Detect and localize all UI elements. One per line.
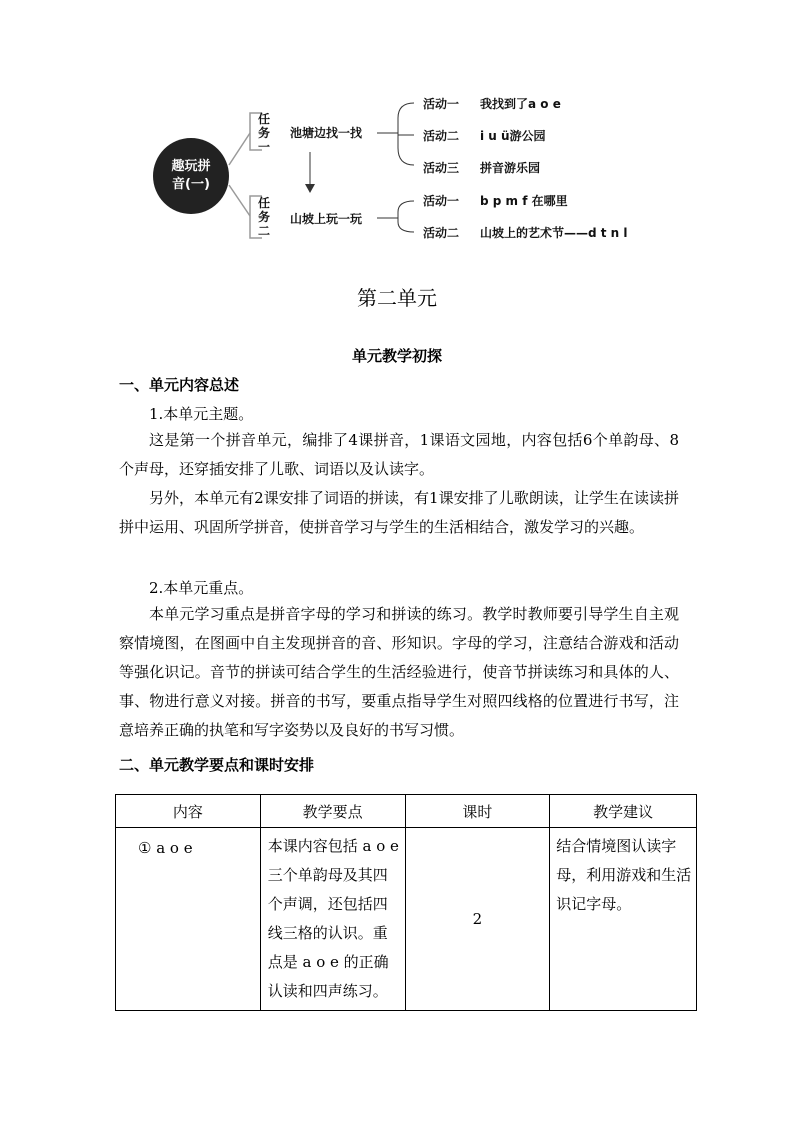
- paragraph-theme: 这是第一个拼音单元，编排了4课拼音，1课语文园地，内容包括6个单韵母、8个声母，还穿插安排了儿歌、词语以及认读字。: [119, 431, 679, 478]
- center-line-1: 趣玩拼: [171, 159, 211, 174]
- activity-label: 活动一: [423, 97, 460, 111]
- activity-text: b p m f 在哪里: [480, 194, 568, 208]
- task-2-char: 务: [257, 210, 270, 224]
- heading-unit-overview: 一、单元内容总述: [119, 376, 240, 394]
- subheading-focus: 2.本单元重点。: [149, 579, 254, 597]
- activity-text: 拼音游乐园: [480, 161, 541, 175]
- column-header: 课时: [405, 795, 550, 828]
- activity-text: 山坡上的艺术节——d t n l: [480, 226, 628, 240]
- activity-label: 活动二: [423, 129, 460, 143]
- cell-suggestion: 结合情境图认读字母，利用游戏和生活识记字母。: [550, 828, 697, 1011]
- column-header: 教学要点: [260, 795, 405, 828]
- lesson-plan-table: [115, 794, 697, 1011]
- activity-label: 活动一: [423, 194, 460, 208]
- task-1-name: 池塘边找一找: [290, 126, 363, 140]
- paragraph-focus: 本单元学习重点是拼音字母的学习和拼读的练习。教学时教师要引导学生自主观察情境图，在图画中自主发现拼音的音、形知识。字母的学习，注意结合游戏和活动等强化识记。音节的拼读可结合学生的生活经验进行，使音节拼读练习和具体的人、事、物进行意义对接。拼音的书写，要重点指导学生对照四线格的位置进行书写，注意培养正确的执笔和写字姿势以及良好的书写习惯。: [119, 605, 679, 739]
- task-2-name: 山坡上玩一玩: [290, 212, 363, 226]
- task-2-label: [250, 196, 278, 238]
- subheading-theme: 1.本单元主题。: [149, 405, 254, 423]
- mind-map: [0, 0, 794, 260]
- task-2-char: 任: [257, 196, 270, 210]
- heading-teaching-points: 二、单元教学要点和课时安排: [119, 756, 315, 774]
- activity-text: 我找到了a o e: [480, 97, 561, 111]
- center-line-2: 音(一): [172, 177, 210, 192]
- paragraph-extra: 另外，本单元有2课安排了词语的拼读，有1课安排了儿歌朗读，让学生在读读拼拼中运用、巩固所学拼音，使拼音学习与学生的生活相结合，激发学习的兴趣。: [119, 489, 679, 536]
- section-title: 单元教学初探: [351, 347, 442, 365]
- table-row: [116, 828, 697, 1011]
- mind-map-connectors: [0, 0, 794, 260]
- task-2-char: 二: [257, 224, 270, 238]
- cell-teaching-points: 本课内容包括 a o e三个单韵母及其四个声调，还包括四线三格的认识。重点是 a o e 的正确认读和四声练习。: [260, 828, 405, 1011]
- task-1-char: 一: [257, 140, 270, 154]
- cell-class-hours: 2: [405, 828, 550, 1011]
- activity-label: 活动三: [423, 161, 460, 175]
- task-1-char: 务: [257, 126, 270, 140]
- mind-map-center-node: [153, 138, 229, 214]
- column-header: 教学建议: [550, 795, 697, 828]
- activity-label: 活动二: [423, 226, 460, 240]
- cell-content: ① a o e: [116, 828, 261, 1011]
- table-header-row: [116, 795, 697, 828]
- task-1-label: [250, 112, 278, 154]
- activity-text: i u ü游公园: [480, 129, 546, 143]
- task-1-char: 任: [257, 112, 270, 126]
- unit-title: 第二单元: [357, 286, 437, 310]
- column-header: 内容: [116, 795, 261, 828]
